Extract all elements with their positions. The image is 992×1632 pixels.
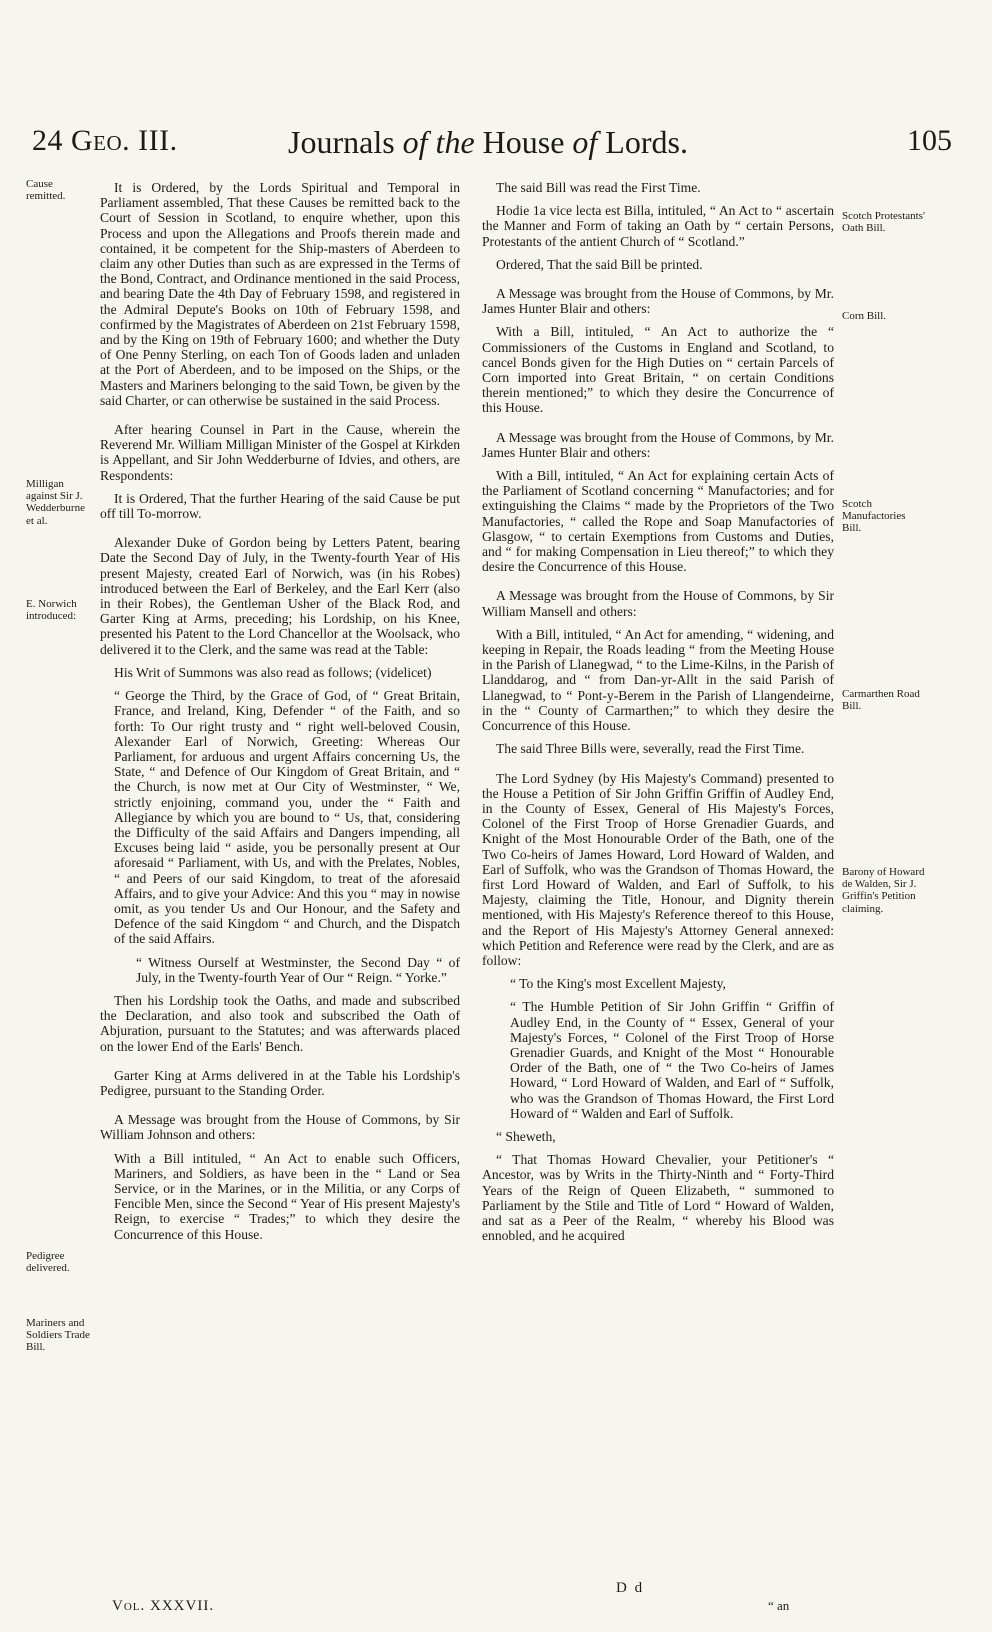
paragraph: The said Three Bills were, severally, read the First Time. <box>496 741 805 757</box>
journal-title: Journals of the House of Lords. <box>288 124 688 160</box>
paragraph: A Message was brought from the House of Commons, by Sir William Johnson and others: <box>100 1112 460 1143</box>
paragraph: Garter King at Arms delivered in at the Table his Lordship's Pedigree, pursuant to the Standing Order. <box>100 1067 460 1098</box>
petition-address: “ To the King's most Excellent Majesty, <box>510 976 726 992</box>
paragraph: A Message was brought from the House of Commons, by Mr. James Hunter Blair and others: <box>482 429 834 460</box>
petition-sheweth: “ Sheweth, <box>496 1128 556 1144</box>
margin-note: Carmarthen Road Bill. <box>842 688 920 713</box>
margin-note: Corn Bill. <box>842 310 887 322</box>
paragraph: A Message was brought from the House of Commons, by Sir William Mansell and others: <box>482 588 834 619</box>
writ-of-summons: “ George the Third, by the Grace of God, of “ Great Britain, France, and Ireland, King, Defender “ of the Faith, and so forth: To Our right trusty and “ right well-beloved Cousin, Alexander Earl of Norwich, Greeting: Whereas Our Parliament, for arduous and urgent Affairs concerning Us, the State, “ and Defence of Our Kingdom of Great Britain, and “ the Church, is now met at Our City of Westminster, “ We, strictly enjoining, command you, under the “ Faith and Allegiance by which you are bound to “ Us, that, considering the Difficulty of the said Affairs and Dangers impending, all Excuses being laid “ aside, you be personally present at Our aforesaid “ Parliament, with Us, and with the Prelates, Nobles, “ and Peers of our said Kingdom, to treat of the aforesaid Affairs, and to give your Advice: And this you “ may in nowise omit, as you tender Us and Our Honour, and the Safety and Defence of the said Kingdom “ and Church, and the Dispatch of the said Affairs. <box>114 688 460 947</box>
paragraph: With a Bill, intituled, “ An Act to authorize the “ Commissioners of the Customs in England and Scotland, to cancel Bonds given for the High Duties on “ certain Parcels of Corn imported into Great Britain, “ on certain Conditions therein mentioned;” to which they desire the Concurrence of this House. <box>482 324 834 416</box>
paragraph: The Lord Sydney (by His Majesty's Command) presented to the House a Petition of Sir John Griffin Griffin of Audley End, in the County of Essex, General of His Majesty's Forces, Colonel of the First Troop of Horse Grenadier Guards, and Knight of the Most Honourable Order of the Bath, one of the Two Co-heirs of James Howard, Lord Howard of Walden, and Earl of Suffolk, who was the Grandson of Thomas Howard, the first Lord Howard of Walden, and Earl of Suffolk, to his Majesty, claiming the Title, Honour, and Dignity therein mentioned, with His Majesty's Reference thereof to this House, and the Report of His Majesty's Attorney General annexed: which Petition and Reference were read by the Clerk, and are as follow: <box>482 770 834 968</box>
paragraph: After hearing Counsel in Part in the Cause, wherein the Reverend Mr. William Milligan Minister of the Gospel at Kirkden is Appellant, and Sir John Wedderburne of Idvies, and others, are Respondents: <box>100 422 460 483</box>
bill-text: With a Bill intituled, “ An Act to enable such Officers, Mariners, and Soldiers, as have been in the “ Land or Sea Service, or in the Marines, or in the Militia, or any Corps of Fencible Men, since the Second “ Year of His present Majesty's Reign, to exercise “ Trades;” to which they desire the Concurrence of this House. <box>114 1150 460 1242</box>
margin-note: Scotch Manufactories Bill. <box>842 498 906 535</box>
signature-mark: D d <box>616 1580 645 1596</box>
paragraph: The said Bill was read the First Time. <box>496 180 701 195</box>
margin-note: Pedigree delivered. <box>26 1250 70 1275</box>
paragraph: His Writ of Summons was also read as follows; (videlicet) <box>114 664 432 680</box>
left-column <box>100 180 460 1250</box>
paragraph: With a Bill, intituled, “ An Act for amending, “ widening, and keeping in Repair, the Roads leading “ from the Meeting House in the Parish of Llanegwad, “ to the Lime-Kilns, in the Parish of Llanddarog, and “ from Dan-yr-Allt in the said Parish of Llanegwad, to “ Pont-y-Berem in the Parish of Llangendeirne, in the “ County of Carmarthen;” to which they desire the Concurrence of this House. <box>482 626 834 734</box>
page-number: 105 <box>907 124 952 157</box>
volume-number: Vol. XXXVII. <box>112 1598 215 1614</box>
paragraph: Ordered, That the said Bill be printed. <box>496 256 703 272</box>
writ-attestation: “ Witness Ourself at Westminster, the Second Day “ of July, in the Twenty-fourth Year of Our “ Reign. “ Yorke.” <box>136 954 460 985</box>
margin-note: Cause remitted. <box>26 178 66 203</box>
margin-note: Mariners and Soldiers Trade Bill. <box>26 1317 90 1354</box>
margin-note: E. Norwich introduced: <box>26 598 77 623</box>
paragraph: It is Ordered, That the further Hearing of the said Cause be put off till To-morrow. <box>100 490 460 522</box>
paragraph: Then his Lordship took the Oaths, and made and subscribed the Declaration, and also took and subscribed the Oath of Abjuration, pursuant to the Statutes; and was afterwards placed on the lower End of the Earls' Bench. <box>100 992 460 1054</box>
paragraph: Alexander Duke of Gordon being by Letters Patent, bearing Date the Second Day of July, in the Twenty-fourth Year of His present Majesty, created Earl of Norwich, was (in his Robes) introduced between the Earl of Berkeley, and the Earl Kerr (also in their Robes), the Gentleman Usher of the Black Rod, and Garter King at Arms, preceding; his Lordship, on his Knee, presented his Patent to the Lord Chancellor at the Woolsack, who delivered it to the Clerk, and the same was read at the Table: <box>100 535 460 657</box>
margin-note: Barony of Howard de Walden, Sir J. Griffin's Petition claiming. <box>842 866 925 915</box>
paragraph: Hodie 1a vice lecta est Billa, intituled, “ An Act to “ ascertain the Manner and Form of taking an Oath by “ certain Persons, Protestants of the antient Church of “ Scotland.” <box>482 203 834 249</box>
paragraph: With a Bill, intituled, “ An Act for explaining certain Acts of the Parliament of Scotland concerning “ Manufactories; and for extinguishing the Claims “ made by the Proprietors of the Two Manufactories, “ called the Rope and Soap Manufactories of Glasgow, “ to certain Exemptions from Customs and Duties, and “ for making Compensation in Lieu thereof;” to which they desire the Concurrence of this House. <box>482 468 834 575</box>
catchword: “ an <box>768 1598 790 1613</box>
page-header <box>26 118 956 166</box>
paragraph: A Message was brought from the House of Commons, by Mr. James Hunter Blair and others: <box>482 286 834 317</box>
petition-body: “ That Thomas Howard Chevalier, your Petitioner's “ Ancestor, was by Writs in the Thirty-Ninth and “ Forty-Third Years of the Reign of Queen Elizabeth, “ summoned to Parliament by the Stile and Title of Lord “ Howard of Walden, and sat as a Peer of the Realm, “ whereby his Blood was ennobled, and he acquired <box>482 1152 834 1244</box>
paragraph: It is Ordered, by the Lords Spiritual and Temporal in Parliament assembled, That these Causes be remitted back to the Court of Session in Scotland, to enquire whether, upon this Process and upon the Allegations and Proofs therein made and contained, it be competent for the Ship-masters of Aberdeen to claim any other Duties than such as are expressed in the Terms of the Bond, Contract, and Ordinance mentioned in the said Process, and bearing Date the 4th Day of February 1598, and registered in the Admiral Depute's Books on 10th of February 1598, and confirmed by the Magistrates of Aberdeen on 21st February 1598, and by the King on 19th of February 1600; and whether the Duty of One Penny Sterling, on each Ton of Goods laden and unladen at the Port of Aberdeen, and to be imposed on the Ships, or the Masters and Mariners belonging to the said Town, be given by the said Charter, or can otherwise be sustained in the said Process. <box>100 180 460 408</box>
margin-note: Scotch Protestants' Oath Bill. <box>842 210 925 235</box>
regnal-year: 24 Geo. III. <box>32 124 178 157</box>
right-column <box>482 180 834 1251</box>
petition-title: “ The Humble Petition of Sir John Griffin “ Griffin of Audley End, in the County of “ Essex, General of your Majesty's Forces, “ Colonel of the First Troop of Horse Grenadier Guards, and Knight of the Most “ Honourable Order of the Bath, one of “ the Two Co-heirs of James Howard, “ Lord Howard of Walden, and Earl of “ Suffolk, who was the Grandson of Thomas Howard, the First Lord Howard of “ Walden and Earl of Suffolk. <box>510 999 834 1121</box>
margin-note: Milligan against Sir J. Wedderburne et al. <box>26 478 85 527</box>
